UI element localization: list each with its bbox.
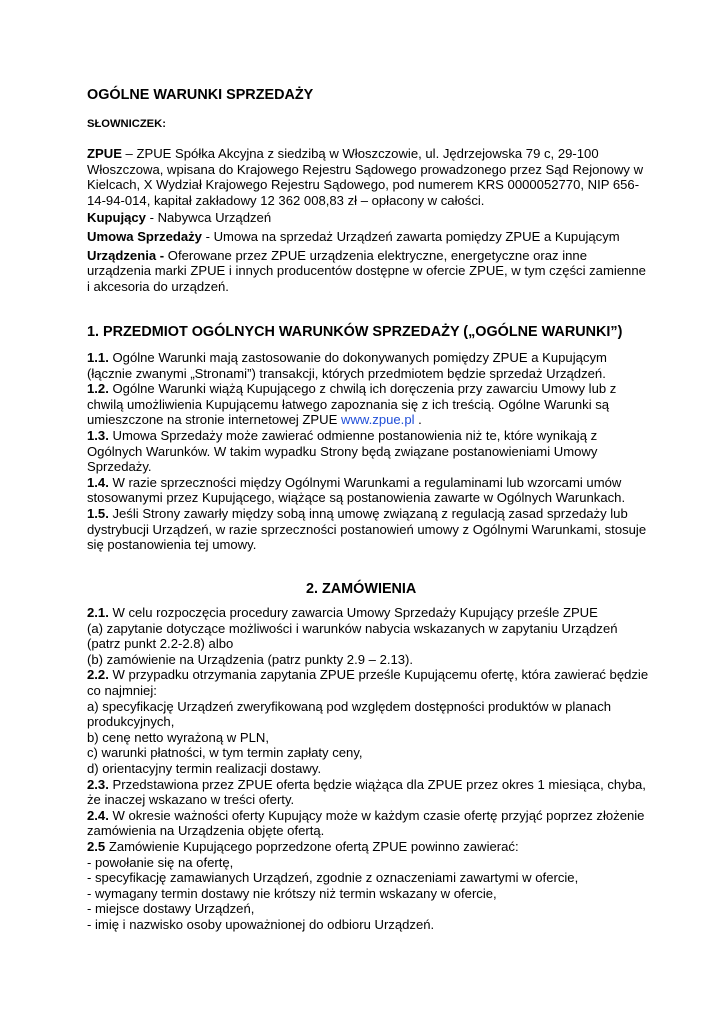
glossary-zpue [87, 146, 649, 208]
clause-number: 1.3. [87, 427, 109, 443]
clause-2-1-a: (a) zapytanie dotyczące możliwości i warunków nabycia wskazanych w zapytaniu Urządzeń (patrz punkt 2.2-2.8) albo [87, 620, 618, 652]
glossary-urzadzenia [87, 248, 649, 295]
clause-number: 2.5 [87, 838, 106, 854]
document-title: OGÓLNE WARUNKI SPRZEDAŻY [87, 87, 314, 103]
clause-text-end: . [414, 412, 422, 428]
clause-1-2 [87, 381, 649, 428]
clause-text: W celu rozpoczęcia procedury zawarcia Umowy Sprzedaży Kupujący prześle ZPUE [108, 605, 598, 620]
clause-1-1 [87, 350, 649, 381]
glossary-heading: SŁOWNICZEK: [87, 118, 166, 130]
section-1-body [87, 350, 649, 553]
clause-number: 1.5. [87, 505, 109, 521]
clause-text: Ogólne Warunki mają zastosowanie do dokonywanych pomiędzy ZPUE a Kupującym (łącznie zwanymi „Stronami”) transakcji, których przedmiotem będzie sprzedaż Urządzeń. [87, 350, 607, 381]
website-link[interactable]: www.zpue.pl [341, 412, 415, 428]
clause-2-2-b: b) cenę netto wyrażoną w PLN, [87, 729, 269, 745]
glossary-kupujacy [87, 210, 649, 226]
clause-1-3 [87, 428, 649, 475]
term-kupujacy: Kupujący [87, 210, 146, 226]
clause-text: Jeśli Strony zawarły między sobą inną umowę związaną z regulacją zasad sprzedaży lub dystrybucji Urządzeń, w razie sprzeczności postanowień umowy z Ogólnymi Warunkami, stosuje się postanowienia tej umowy. [87, 505, 647, 553]
glossary-umowa [87, 229, 649, 245]
list-item: - imię i nazwisko osoby upoważnionej do odbioru Urządzeń. [87, 916, 435, 932]
definition-umowa: - Umowa na sprzedaż Urządzeń zawarta pomiędzy ZPUE a Kupującym [201, 228, 620, 244]
clause-2-2-c: c) warunki płatności, w tym termin zapłaty ceny, [87, 745, 363, 761]
clause-2-5 [87, 839, 649, 855]
clause-2-3 [87, 777, 649, 808]
clause-2-4 [87, 808, 649, 839]
term-umowa: Umowa Sprzedaży [87, 228, 202, 244]
clause-number: 1.2. [87, 381, 109, 397]
clause-number: 2.3. [87, 776, 109, 792]
section-2-body [87, 605, 649, 932]
clause-2-1-b: (b) zamówienie na Urządzenia (patrz punkty 2.9 – 2.13). [87, 651, 414, 667]
definition-zpue: – ZPUE Spółka Akcyjna z siedzibą w Włoszczowie, ul. Jędrzejowska 79 c, 29-100 Włoszczowa, wpisana do Krajowego Rejestru Sądowego prowadzonego przez Sąd Rejonowy w Kielcach, X Wydział Krajowego Rejestru Sądowego, pod numerem KRS 0000052770, NIP 656-14-94-014, kapitał zakładowy 12 362 008,83 zł – opłacony w całości. [87, 146, 644, 208]
definition-urzadzenia: Oferowane przez ZPUE urządzenia elektryczne, energetyczne oraz inne urządzenia marki ZPUE i innych producentów dostępne w ofercie ZPUE, w tym części zamienne i akcesoria do urządzeń. [87, 247, 646, 294]
clause-number: 2.2. [87, 667, 109, 683]
clause-2-2-d: d) orientacyjny termin realizacji dostawy. [87, 760, 322, 776]
clause-number: 1.4. [87, 474, 109, 490]
list-item: - miejsce dostawy Urządzeń, [87, 901, 255, 917]
clause-2-2-a: a) specyfikację Urządzeń zweryfikowaną pod względem dostępności produktów w planach produkcyjnych, [87, 698, 612, 730]
clause-1-4 [87, 475, 649, 506]
clause-text: W okresie ważności oferty Kupujący może w każdym czasie ofertę przyjąć poprzez złożenie zamówienia na Urządzenia objęte ofertą. [87, 807, 645, 839]
section-1-heading: 1. PRZEDMIOT OGÓLNYCH WARUNKÓW SPRZEDAŻY („OGÓLNE WARUNKI”) [87, 324, 623, 340]
clause-text: W razie sprzeczności między Ogólnymi Warunkami a regulaminami lub wzorcami umów stosowanymi przez Kupującego, wiążące są postanowienia zawarte w Ogólnych Warunkach. [87, 474, 626, 506]
clause-2-1 [87, 605, 649, 621]
term-zpue: ZPUE [87, 146, 122, 161]
clause-text: Ogólne Warunki wiążą Kupującego z chwilą ich doręczenia przy zawarciu Umowy lub z chwilą umożliwienia Kupującemu łatwego zapoznania się z ich treścią. Ogólne Warunki są umieszczone na stronie internetowej ZPUE [87, 381, 617, 428]
clause-text: Zamówienie Kupującego poprzedzone ofertą ZPUE powinno zawierać: [105, 838, 519, 854]
definition-kupujacy: - Nabywca Urządzeń [145, 210, 272, 226]
glossary-section [87, 146, 649, 294]
list-item: - powołanie się na ofertę, [87, 854, 234, 870]
list-item: - wymagany termin dostawy nie krótszy niż termin wskazany w ofercie, [87, 885, 497, 901]
clause-number: 2.4. [87, 807, 109, 823]
clause-2-2 [87, 667, 649, 698]
clause-text: Przedstawiona przez ZPUE oferta będzie wiążąca dla ZPUE przez okres 1 miesiąca, chyba, że inaczej wskazano w treści oferty. [87, 776, 646, 808]
clause-number: 2.1. [87, 605, 109, 620]
clause-text: W przypadku otrzymania zapytania ZPUE prześle Kupującemu ofertę, która zawierać będzie co najmniej: [87, 667, 649, 698]
clause-number: 1.1. [87, 350, 109, 365]
clause-1-5 [87, 506, 649, 553]
section-2-heading: 2. ZAMÓWIENIA [306, 581, 417, 597]
list-item: - specyfikację zamawianych Urządzeń, zgodnie z oznaczeniami zawartymi w ofercie, [87, 870, 579, 886]
term-urzadzenia: Urządzenia - [87, 247, 165, 263]
clause-text: Umowa Sprzedaży może zawierać odmienne postanowienia niż te, które wynikają z Ogólnych Warunków. W takim wypadku Strony będą związane postanowieniami Umowy Sprzedaży. [87, 427, 598, 475]
